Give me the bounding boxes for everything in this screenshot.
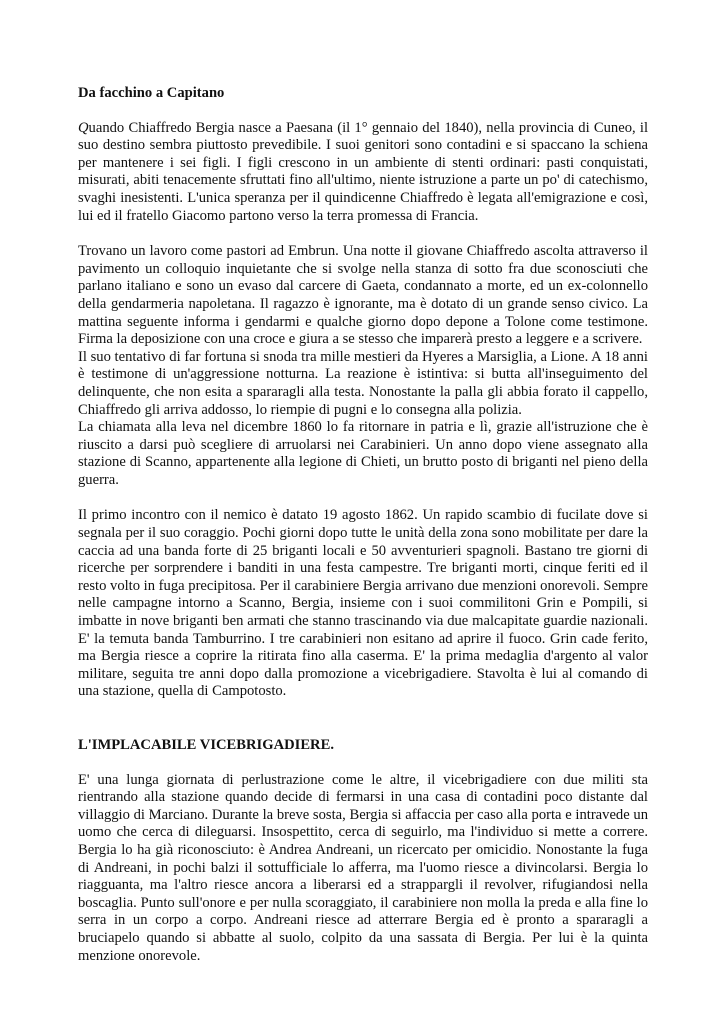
spacer — [78, 489, 648, 507]
spacer — [78, 701, 648, 737]
paragraph-enlistment: La chiamata alla leva nel dicembre 1860 lo fa ritornare in patria e lì, grazie all'istruzione che è riuscito a darsi può scegliere di arruolarsi nei Carabinieri. Un anno dopo viene assegnato alla stazione di Scanno, appartenente alla legione di Chieti, un brutto posto di briganti nel pieno della guerra. — [78, 419, 648, 488]
paragraph-fortune: Il suo tentativo di far fortuna si snoda tra mille mestieri da Hyeres a Marsiglia, a Lione. A 18 anni è testimone di un'aggressione notturna. La reazione è istintiva: si butta all'inseguimento del delinquente, che non esita a spararagli alla testa. Nonostante la palla gli abbia forato il cappello, Chiaffredo gli arriva addosso, lo riempie di pugni e lo consegna alla polizia. — [78, 348, 648, 418]
paragraph-first-encounter: Il primo incontro con il nemico è datato 19 agosto 1862. Un rapido scambio di fucilate dove si segnala per il suo coraggio. Pochi giorni dopo tutte le unità della zona sono mobilitate per dare la caccia ad una banda forte di 25 briganti locali e 50 avventurieri spagnoli. Bastano tre giorni di ricerche per sorprendere i banditi in una festa campestre. Tre briganti morti, cinque feriti ed il resto volto in fuga precipitosa. Per il carabiniere Bergia arrivano due menzioni onorevoli. Sempre nelle campagne intorno a Scanno, Bergia, insieme con i suoi commilitoni Grin e Pompili, si imbatte in nove briganti ben armati che stanno trascinando via due malcapitate guardie nazionali. E' la temuta banda Tamburrino. I tre carabinieri non esitano ad aprire il fuoco. Grin cade ferito, ma Bergia riesce a coprire la ritirata fino alla caserma. E' la prima medaglia d'argento al valor militare, seguita tre anni dopo dalla promozione a vicebrigadiere. Stavolta è lui al comando di una stazione, quella di Campotosto. — [78, 507, 648, 700]
paragraph-intro-text: uando Chiaffredo Bergia nasce a Paesana (il 1° gennaio del 1840), nella provincia di Cuneo, il suo destino sembra piuttosto prevedibile. I suoi genitori sono contadini e si spaccano la schiena per mantenere i sei figli. I figli crescono in un ambiente di stenti ordinari: pasti conquistati, misurati, abiti tenacemente sfruttati fino all'ultimo, niente istruzione a parte un po' di catechismo, svaghi inesistenti. L'unica speranza per il quindicenne Chiaffredo è legata all'emigrazione e così, lui ed il fratello Giacomo partono verso la terra promessa di Francia. — [78, 119, 648, 224]
spacer — [78, 225, 648, 243]
initial-letter: Q — [78, 119, 89, 136]
paragraph-andreani: E' una lunga giornata di perlustrazione come le altre, il vicebrigadiere con due militi sta rientrando alla stazione quando decide di fermarsi in una casa di contadini poco distante dal villaggio di Marciano. Durante la breve sosta, Bergia si affaccia per caso alla porta e intravede un uomo che cerca di dileguarsi. Insospettito, cerca di seguirlo, ma l'individuo si mette a correre. Bergia lo ha già riconosciuto: è Andrea Andreani, un ricercato per omicidio. Nonostante la fuga di Andreani, in pochi balzi il sottufficiale lo afferra, ma l'uomo riesce a divincolarsi. Bergia lo riagguanta, ma l'altro riesce ancora a liberarsi ed a strappargli il revolver, rifugiandosi nella boscaglia. Punto sull'onore e per nulla scoraggiato, il carabiniere non molla la preda e alla fine lo serra in un corpo a corpo. Andreani riesce ad atterrare Bergia ed è pronto a spararagli a bruciapelo quando si abbatte al suolo, colpito da una sassata di Bergia. Per lui è la quinta menzione onorevole. — [78, 771, 648, 964]
spacer — [78, 755, 648, 772]
document-page — [78, 85, 648, 965]
document-title: Da facchino a Capitano — [78, 85, 225, 101]
paragraph-embrun: Trovano un lavoro come pastori ad Embrun. Una notte il giovane Chiaffredo ascolta attraverso il pavimento un colloquio inquietante che si svolge nella stanza di sotto fra due sconosciuti che parlano italiano e sono un evaso dal carcere di Gaeta, condannato a morte, ed un ex-colonnello della gendarmeria napoletana. Il ragazzo è ignorante, ma è dotato di un grande senso civico. La mattina seguente informa i gendarmi e qualche giorno dopo depone a Tolone come testimone. Firma la deposizione con una croce e giura a se stesso che imparerà presto a leggere e a scrivere. — [78, 243, 648, 348]
paragraph-intro — [78, 120, 648, 226]
spacer — [78, 103, 648, 120]
section-heading: L'IMPLACABILE VICEBRIGADIERE. — [78, 737, 334, 753]
